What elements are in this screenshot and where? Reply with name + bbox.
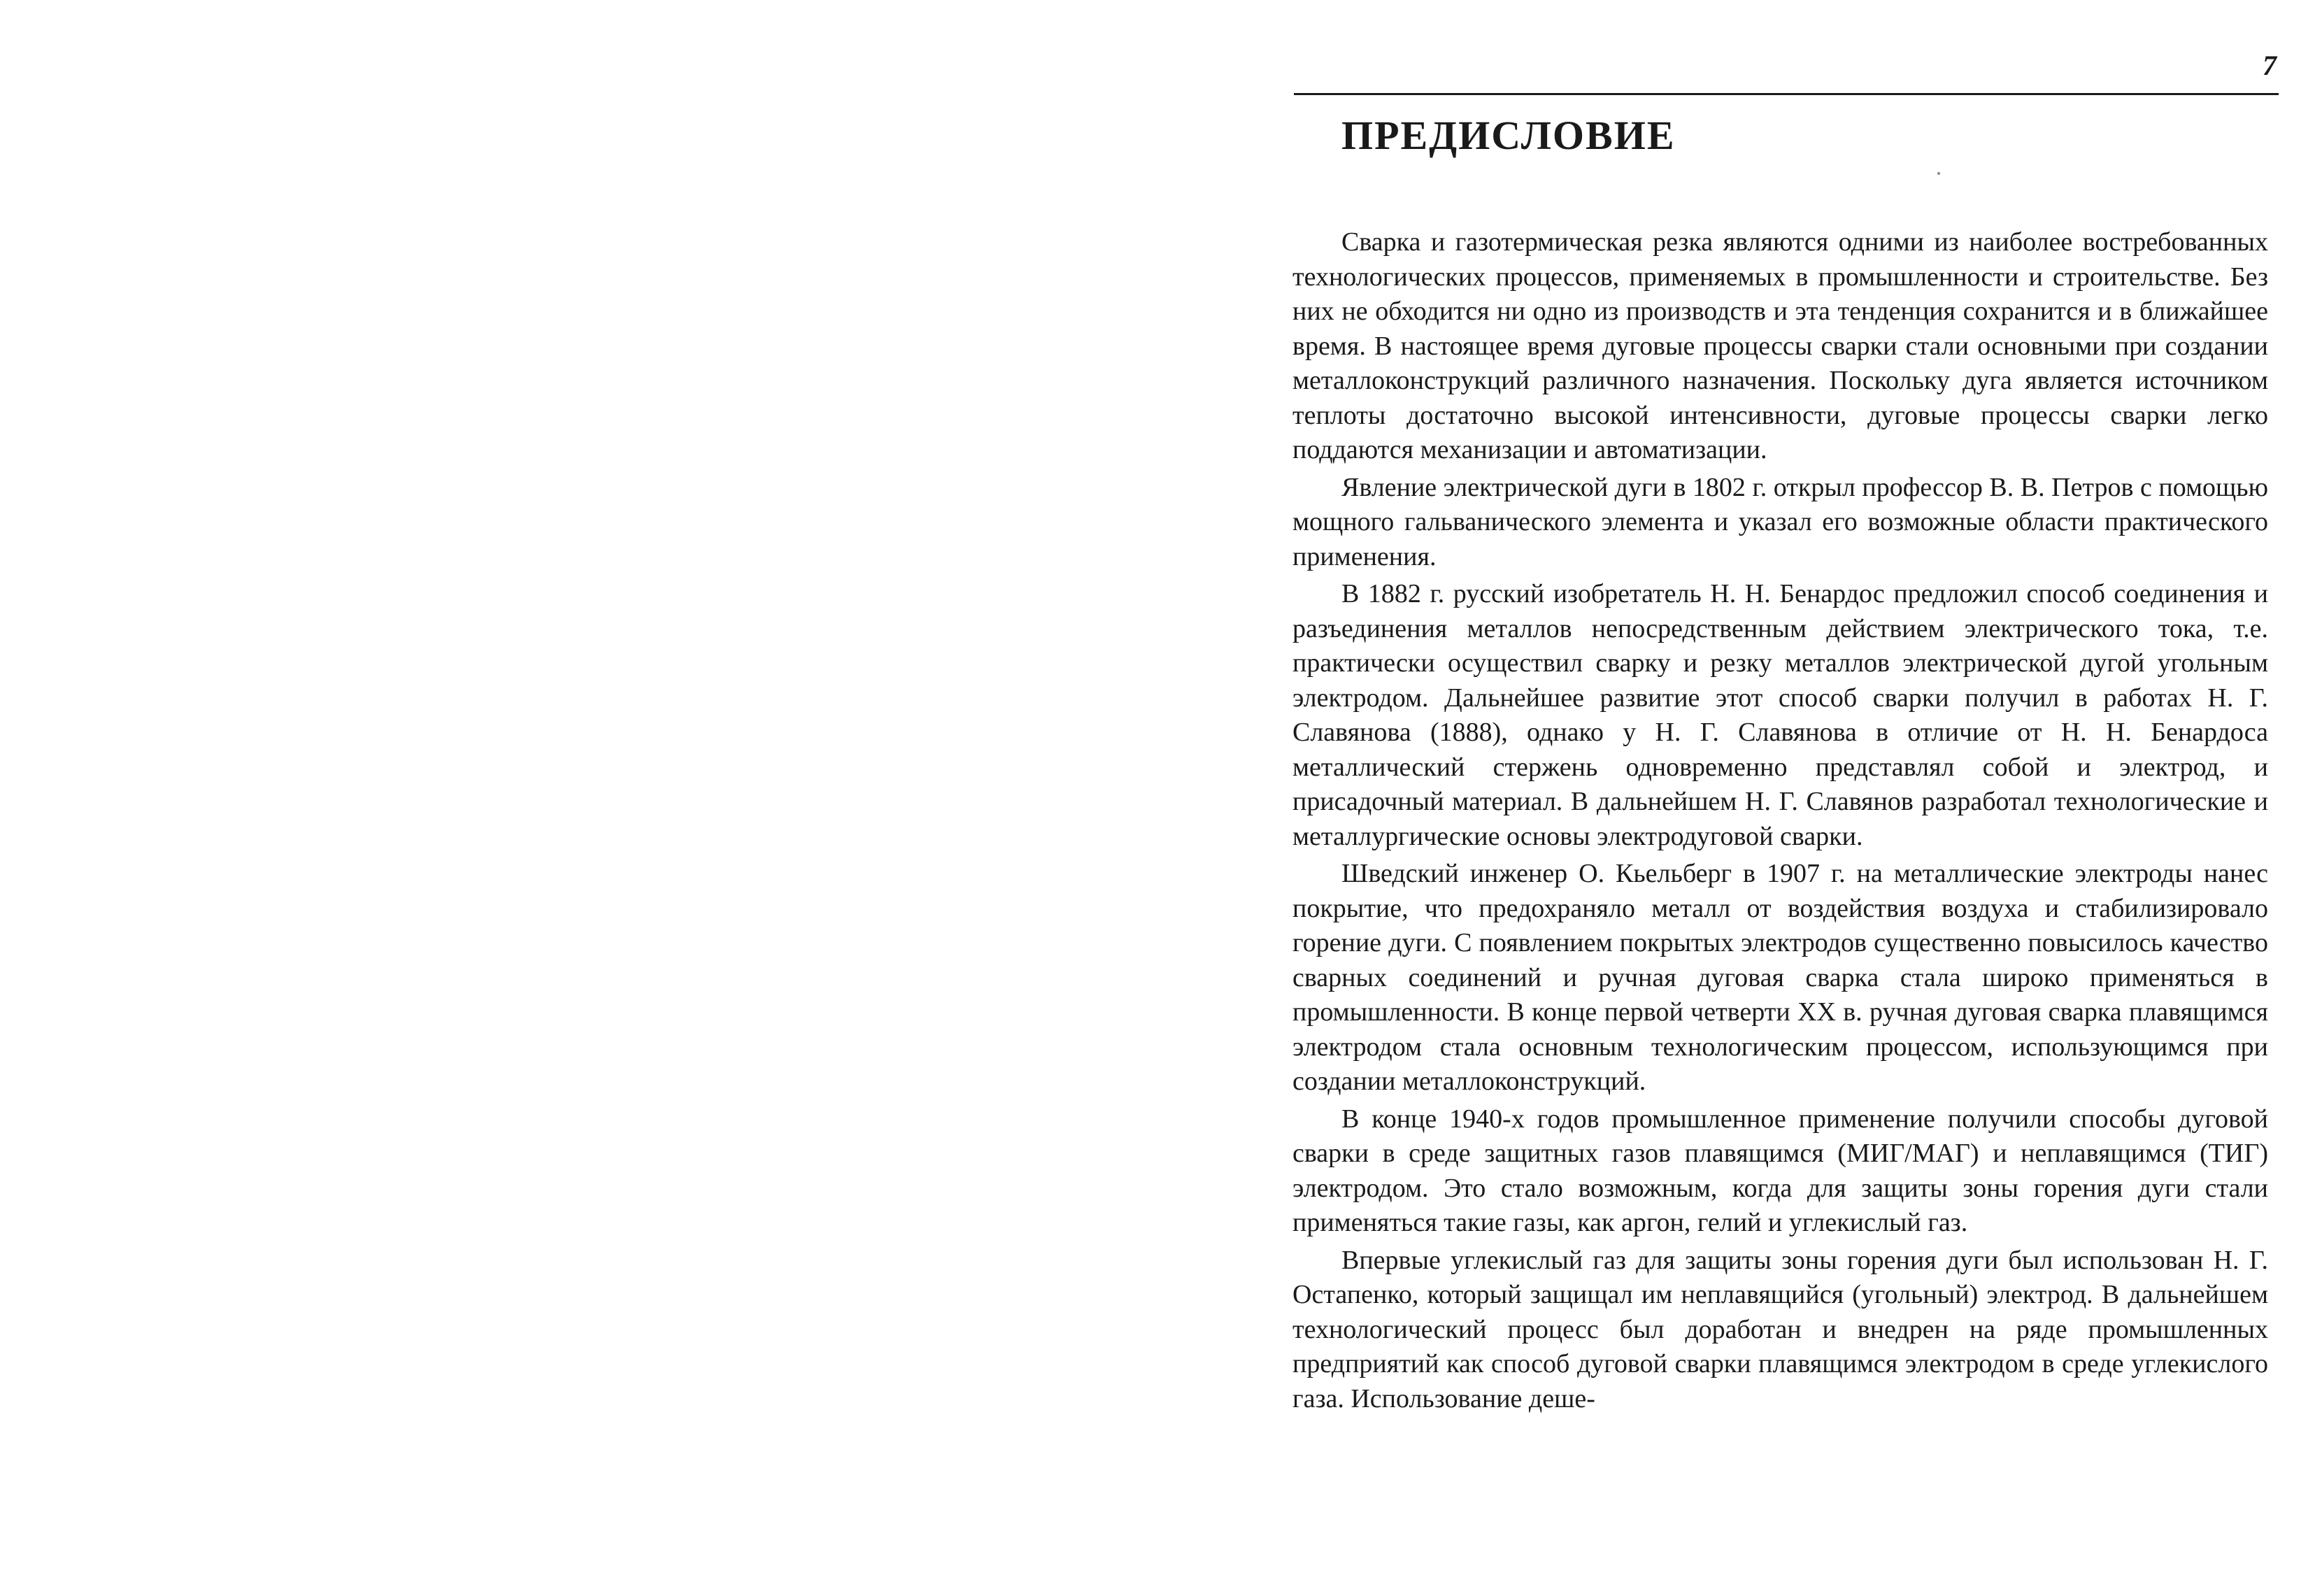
scan-speck xyxy=(1937,172,1940,175)
body-text xyxy=(1292,225,2268,1419)
paragraph-6: Впервые углекислый газ для защиты зоны горения дуги был использован Н. Г. Остапенко, который защищал им неплавящийся (угольный) электрод. В дальнейшем технологический процесс был доработан и внедрен на ряде промышленных предприятий как способ дуговой сварки плавящимся электродом в среде углекислого газа. Использование деше- xyxy=(1292,1245,2268,1413)
header-rule xyxy=(1294,93,2279,95)
paragraph-2: Явление электрической дуги в 1802 г. открыл профессор В. В. Петров с помощью мощного гальванического элемента и указал его возможные области практического применения. xyxy=(1292,472,2268,571)
paragraph-3: В 1882 г. русский изобретатель Н. Н. Бенардос предложил способ соединения и разъединения металлов непосредственным действием электрического тока, т.е. практически осуществил сварку и резку металлов электрической дугой угольным электродом. Дальнейшее развитие этот способ сварки получил в работах Н. Г. Славянова (1888), однако у Н. Г. Славянова в отличие от Н. Н. Бенардоса металлический стержень одновременно представлял собой и электрод, и присадочный материал. В дальнейшем Н. Г. Славянов разработал технологические и металлургические основы электродуговой сварки. xyxy=(1292,579,2268,851)
paragraph-4: Шведский инженер О. Кьельберг в 1907 г. на металлические электроды нанес покрытие, что предохраняло металл от воздействия воздуха и стабилизировало горение дуги. С появлением покрытых электродов существенно повысилось качество сварных соединений и ручная дуговая сварка стала широко применяться в промышленности. В конце первой четверти XX в. ручная дуговая сварка плавящимся электродом стала основным технологическим процессом, использующимся при создании металлоконструкций. xyxy=(1292,859,2268,1096)
page-number: 7 xyxy=(2263,50,2277,81)
paragraph-1: Сварка и газотермическая резка являются одними из наиболее востребованных технологических процессов, применяемых в промышленности и строительстве. Без них не обходится ни одно из производств и эта тенденция сохранится и в ближайшее время. В настоящее время дуговые процессы сварки стали основными при создании металлоконструкций различного назначения. Поскольку дуга является источником теплоты достаточно высокой интенсивности, дуговые процессы сварки легко поддаются механизации и автоматизации. xyxy=(1292,227,2268,464)
paragraph-5: В конце 1940-х годов промышленное применение получили способы дуговой сварки в среде защитных газов плавящимся (МИГ/МАГ) и неплавящимся (ТИГ) электродом. Это стало возможным, когда для защиты зоны горения дуги стали применяться такие газы, как аргон, гелий и углекислый газ. xyxy=(1292,1104,2268,1237)
page-title: ПРЕДИСЛОВИЕ xyxy=(1341,113,1676,158)
